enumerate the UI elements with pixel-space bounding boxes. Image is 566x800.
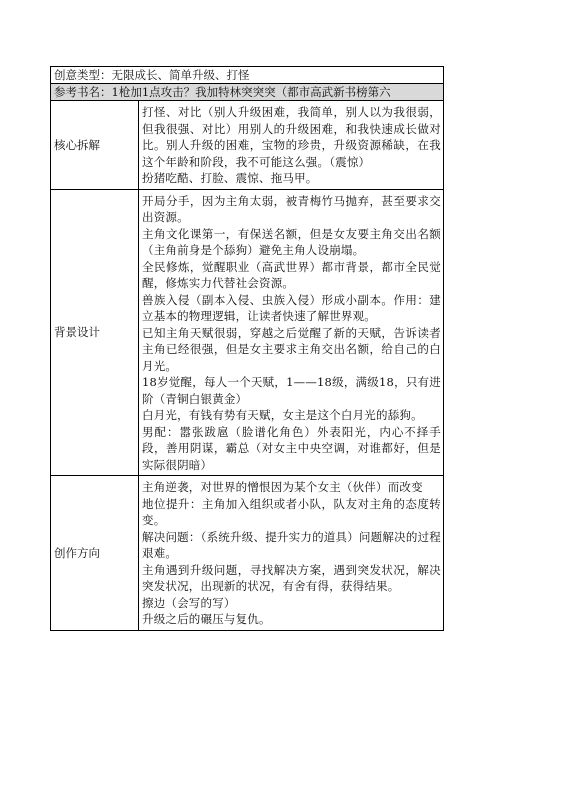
core-breakdown-section: [51, 101, 443, 190]
paragraph: 擦边（会写的写）: [142, 595, 236, 610]
section-content: [139, 190, 443, 476]
paragraph: 已知主角天赋很弱，穿越之后觉醒了新的天赋，告诉读者主角已经很强，但是女主要求主角交出名额，给自己的白月光。: [142, 325, 441, 373]
paragraph: 白月光，有钱有势有天赋，女主是这个白月光的舔狗。: [142, 408, 423, 422]
paragraph: 解决问题：（系统升级、提升实力的道具）问题解决的过程艰难。: [142, 529, 441, 560]
creative-type-row: 创意类型：无限成长、简单升级、打怪: [51, 67, 443, 84]
paragraph: 男配：嚣张跋扈（脸谱化角色）外表阳光，内心不择手段，善用阴谋，霸总（对女主中央空调，对谁都好，但是实际很阴暗）: [142, 424, 441, 472]
paragraph: 升级之后的碾压与复仇。: [142, 612, 271, 626]
paragraph: 主角遇到升级问题，寻找解决方案，遇到突发状况，解决突发状况，出现新的状况，有舍有得，获得结果。: [142, 562, 441, 593]
paragraph: 开局分手，因为主角太弱，被青梅竹马抛弃，甚至要求交出资源。: [142, 193, 441, 224]
paragraph: 主角文化课第一，有保送名额，但是女友要主角交出名额（主角前身是个舔狗）避免主角人设崩塌。: [142, 226, 441, 257]
paragraph: 打怪、对比（别人升级困难，我简单，别人以为我很弱，但我很强、对比）用别人的升级困难，和我快速成长做对比。别人升级的困难，宝物的珍贵，升级资源稀缺，在我这个年龄和阶段，我不可能这么强。（震惊）: [142, 105, 441, 169]
section-content: [139, 476, 443, 630]
section-content: [139, 101, 443, 189]
paragraph: 扮猪吃酷、打脸、震惊、拖马甲。: [142, 171, 318, 185]
paragraph: 主角逆袭，对世界的憎恨因为某个女主（伙伴）而改变: [142, 480, 423, 494]
background-design-section: [51, 190, 443, 477]
paragraph: 地位提升：主角加入组织或者小队，队友对主角的态度转变。: [142, 496, 441, 527]
writing-direction-section: [51, 476, 443, 630]
paragraph: 18岁觉醒，每人一个天赋，1——18级，满级18，只有进阶（青铜白银黄金）: [142, 375, 441, 406]
section-label: 创作方向: [51, 476, 139, 630]
reference-book-row: 参考书名：1枪加1点攻击？我加特林突突突（都市高武新书榜第六: [51, 84, 443, 101]
paragraph: 兽族入侵（副本入侵、虫族入侵）形成小副本。作用：建立基本的物理逻辑，让读者快速了解世界观。: [142, 292, 441, 323]
section-label: 背景设计: [51, 190, 139, 476]
section-label: 核心拆解: [51, 101, 139, 189]
document-table: [50, 66, 444, 631]
paragraph: 全民修炼，觉醒职业（高武世界）都市背景，都市全民觉醒，修炼实力代替社会资源。: [142, 259, 441, 290]
